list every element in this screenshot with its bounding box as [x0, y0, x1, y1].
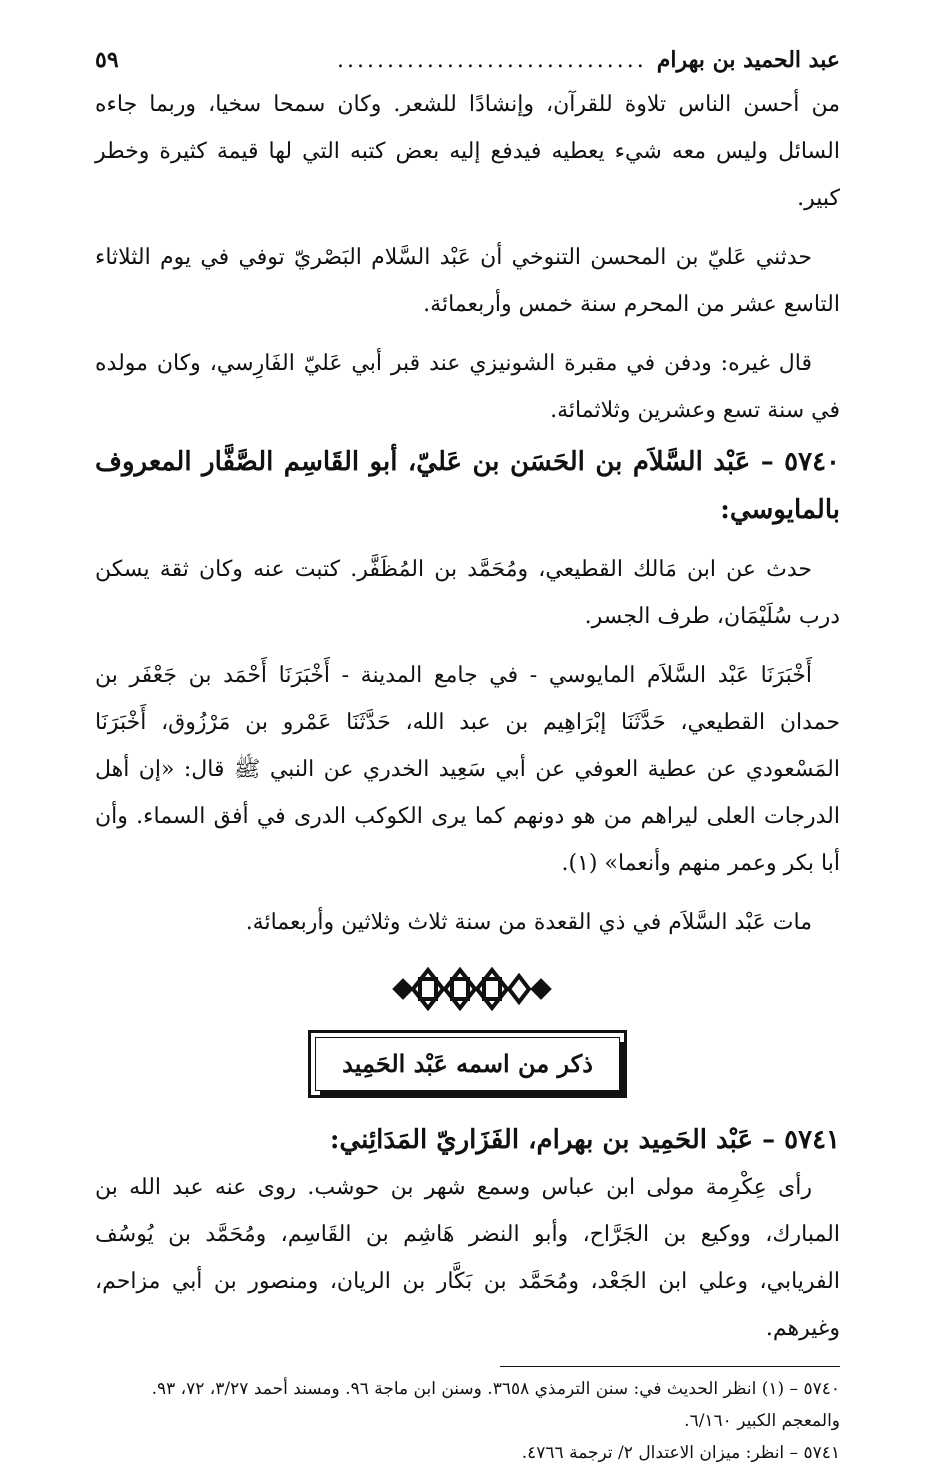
book-page	[95, 40, 840, 1469]
section-title-box	[95, 1030, 840, 1098]
footnote-5740: ٥٧٤٠ – (١) انظر الحديث في: سنن الترمذي ٣٦٥٨. وسنن ابن ماجة ٩٦. ومسند أحمد ٣/٢٧، ٧٢، ٩٣. والمعجم الكبير ٦/١٦٠.	[151, 1379, 840, 1431]
paragraph-2: حدثني عَليّ بن المحسن التنوخي أن عَبْد السَّلام البَصْريّ توفي في يوم الثلاثاء التاسع عشر من المحرم سنة خمس وأربعمائة.	[95, 245, 840, 317]
footnote-5741: ٥٧٤١ – انظر: ميزان الاعتدال ٢/ ترجمة ٤٧٦٦.	[521, 1443, 840, 1463]
paragraph-6: مات عَبْد السَّلاَم في ذي القعدة من سنة ثلاث وثلاثين وأربعمائة.	[245, 910, 812, 935]
paragraph-5: أَخْبَرَنَا عَبْد السَّلاَم المايوسي - في جامع المدينة - أَخْبَرَنَا أَحْمَد بن جَعْفَر بن حمدان القطيعي، حَدَّثَنَا إبْرَاهِيم بن عبد الله، حَدَّثَنَا عَمْرو بن مَرْزُوق، أَخْبَرَنَا المَسْعودي عن عطية العوفي عن أبي سَعِيد الخدري عن النبي ﷺ قال: «إن أهل الدرجات العلى ليراهم من هو دونهم كما يرى الكوكب الدرى في أفق السماء. وأن أبا بكر وعمر منهم وأنعما» (١).	[95, 663, 840, 876]
entry-heading-5741: ٥٧٤١ – عَبْد الحَمِيد بن بهرام، الفَزَاريّ المَدَائِني:	[329, 1125, 840, 1155]
running-header	[95, 40, 840, 81]
paragraph-3: قال غيره: ودفن في مقبرة الشونيزي عند قبر أبي عَليّ الفَارِسي، وكان مولده في سنة تسع وعشرين وثلاثمائة.	[95, 351, 840, 423]
page-number: ٥٩	[95, 47, 119, 73]
header-title: عبد الحميد بن بهرام	[656, 47, 840, 73]
entry-heading-5740: ٥٧٤٠ – عَبْد السَّلاَم بن الحَسَن بن عَليّ، أبو القَاسِم الصَّفَّار المعروف بالمايوسي:	[95, 447, 840, 525]
section-title: ذكر من اسمه عَبْد الحَمِيد	[315, 1037, 620, 1091]
paragraph-1: من أحسن الناس تلاوة للقرآن، وإنشادًا للشعر. وكان سمحا سخيا، وربما جاءه السائل وليس معه شيء يعطيه فيدفع إليه بعض كتبه التي لها قيمة كثيرة وخطر كبير.	[95, 92, 840, 211]
header-dots: ...............................	[336, 48, 647, 73]
paragraph-7: رأى عِكْرِمة مولى ابن عباس وسمع شهر بن حوشب. روى عنه عبد الله بن المبارك، ووكيع بن الجَرَّاح، وأبو النضر هَاشِم بن القَاسِم، ومُحَمَّد بن يُوسُف الفريابي، وعلي ابن الجَعْد، ومُحَمَّد بن بَكَّار بن الريان، ومنصور بن أبي مزاحم، وغيرهم.	[95, 1175, 840, 1341]
paragraph-4: حدث عن ابن مَالك القطيعي، ومُحَمَّد بن المُظَفَّر. كتبت عنه وكان ثقة يسكن درب سُلَيْمَان، طرف الجسر.	[95, 557, 840, 629]
ornament-icon	[383, 962, 553, 1016]
ornament-divider	[95, 962, 840, 1016]
